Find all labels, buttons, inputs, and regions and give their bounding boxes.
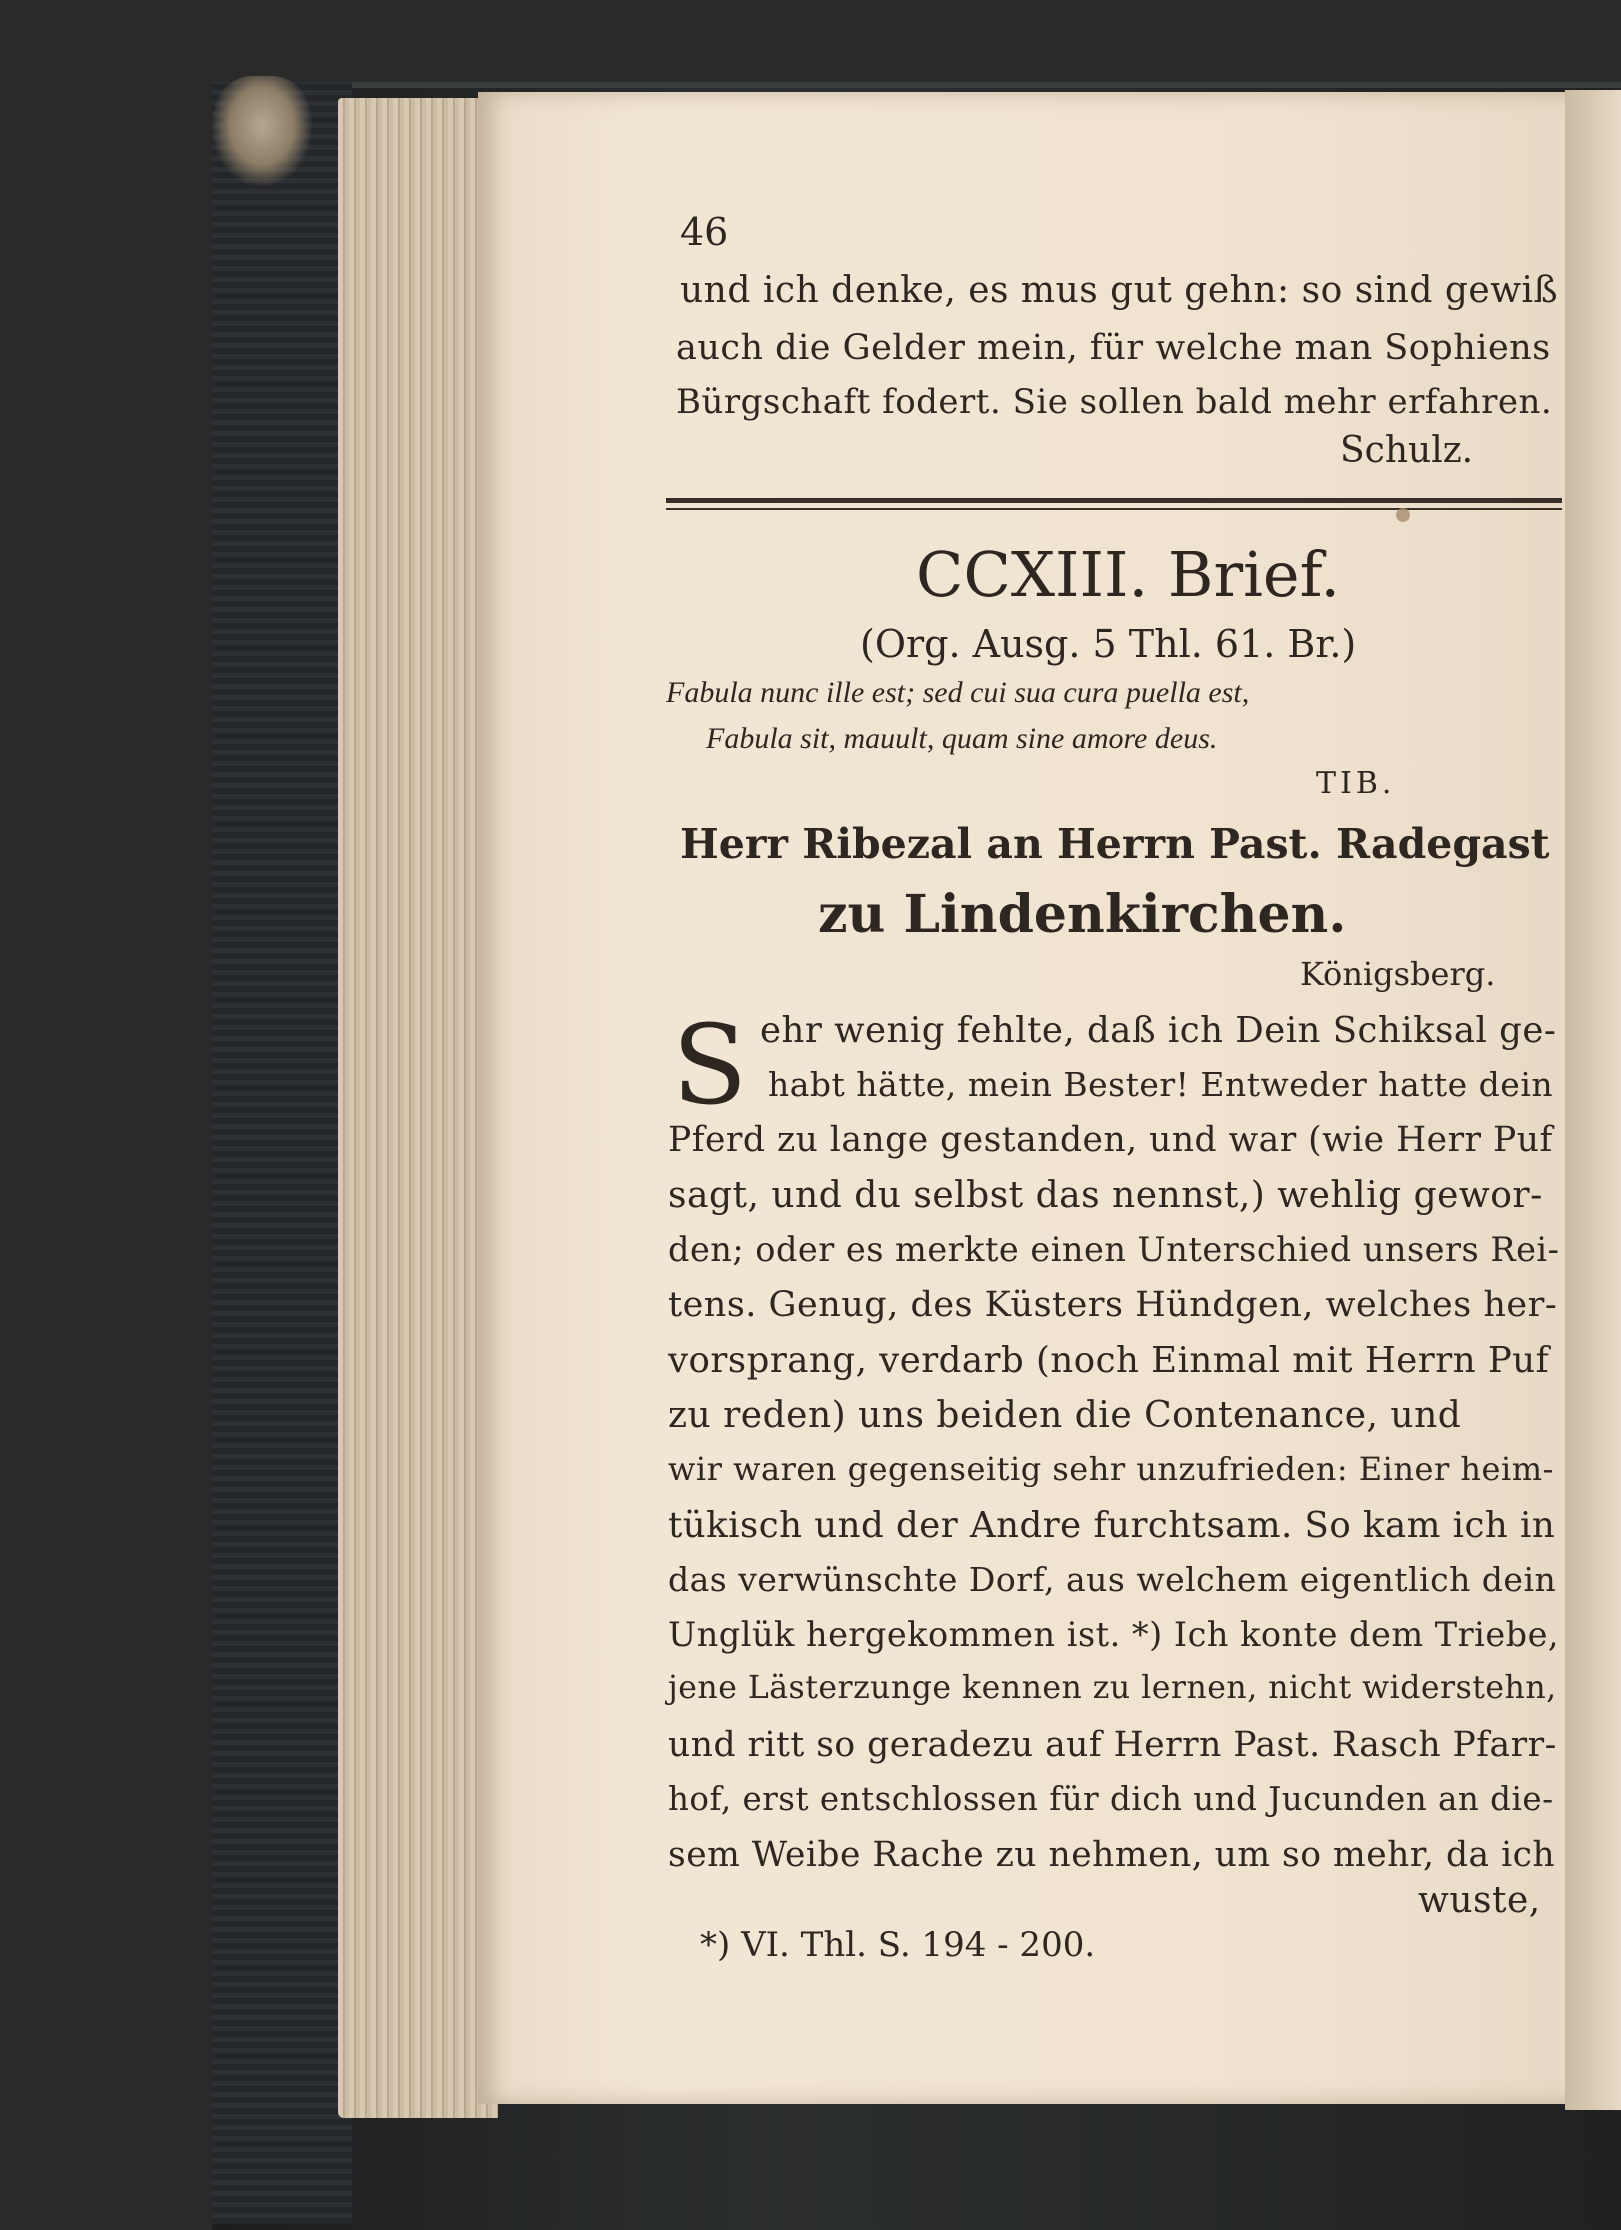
- text-line: sagt, und du selbst das nennst,) wehlig gewor-: [668, 1175, 1543, 1216]
- letter-title: CCXIII. Brief.: [916, 538, 1341, 611]
- text-line: und ritt so geradezu auf Herrn Past. Rasch Pfarr-: [668, 1725, 1557, 1765]
- motto-author: TIB.: [1316, 766, 1396, 801]
- text-line: den; oder es merkte einen Unterschied unsers Rei-: [668, 1230, 1560, 1269]
- text-line: ehr wenig fehlte, daß ich Dein Schiksal ge-: [760, 1010, 1557, 1051]
- letter-addressee: zu Lindenkirchen.: [818, 884, 1347, 945]
- letter-addressee: Herr Ribezal an Herrn Past. Radegast: [680, 820, 1550, 868]
- drop-cap: S: [672, 1001, 748, 1129]
- motto-line: Fabula nunc ille est; sed cui sua cura puella est,: [666, 676, 1250, 709]
- text-line: wir waren gegenseitig sehr unzufrieden: Einer heim-: [668, 1450, 1554, 1488]
- catchword: wuste,: [1418, 1880, 1541, 1921]
- foxing-spot: [1396, 508, 1410, 522]
- text-line: habt hätte, mein Bester! Entweder hatte dein: [768, 1065, 1554, 1104]
- page-number: 46: [680, 210, 729, 254]
- text-line: tükisch und der Andre furchtsam. So kam ich in: [668, 1505, 1556, 1546]
- cover-corner-damage: [212, 76, 312, 186]
- text-line: zu reden) uns beiden die Contenance, und: [668, 1395, 1462, 1436]
- text-line: sem Weibe Rache zu nehmen, um so mehr, da ich: [668, 1835, 1556, 1875]
- text-line: und ich denke, es mus gut gehn: so sind gewiß: [680, 270, 1559, 311]
- text-line: Pferd zu lange gestanden, und war (wie Herr Puf: [668, 1120, 1553, 1160]
- signature: Schulz.: [1340, 430, 1474, 471]
- text-line: Bürgschaft fodert. Sie sollen bald mehr erfahren.: [676, 382, 1553, 422]
- facing-page-strip: [1565, 90, 1621, 2110]
- text-line: auch die Gelder mein, für welche man Sophiens: [676, 328, 1551, 368]
- text-line: Unglük hergekommen ist. *) Ich konte dem Triebe,: [668, 1615, 1560, 1654]
- text-line: vorsprang, verdarb (noch Einmal mit Herrn Puf: [668, 1340, 1550, 1381]
- motto-line: Fabula sit, mauult, quam sine amore deus.: [706, 722, 1218, 755]
- letter-place: Königsberg.: [1300, 955, 1496, 993]
- section-rule-thin: [666, 508, 1562, 510]
- page-block-edges: [338, 98, 498, 2118]
- section-rule: [666, 498, 1562, 503]
- letter-source: (Org. Ausg. 5 Thl. 61. Br.): [860, 622, 1357, 666]
- footnote: *) VI. Thl. S. 194 - 200.: [700, 1925, 1096, 1965]
- text-line: jene Lästerzunge kennen zu lernen, nicht widerstehn,: [668, 1670, 1557, 1706]
- text-line: hof, erst entschlossen für dich und Jucunden an die-: [668, 1780, 1554, 1818]
- text-line: tens. Genug, des Küsters Hündgen, welches her-: [668, 1285, 1558, 1325]
- text-line: das verwünschte Dorf, aus welchem eigentlich dein: [668, 1560, 1557, 1599]
- cover-spine-edge: [212, 82, 352, 2224]
